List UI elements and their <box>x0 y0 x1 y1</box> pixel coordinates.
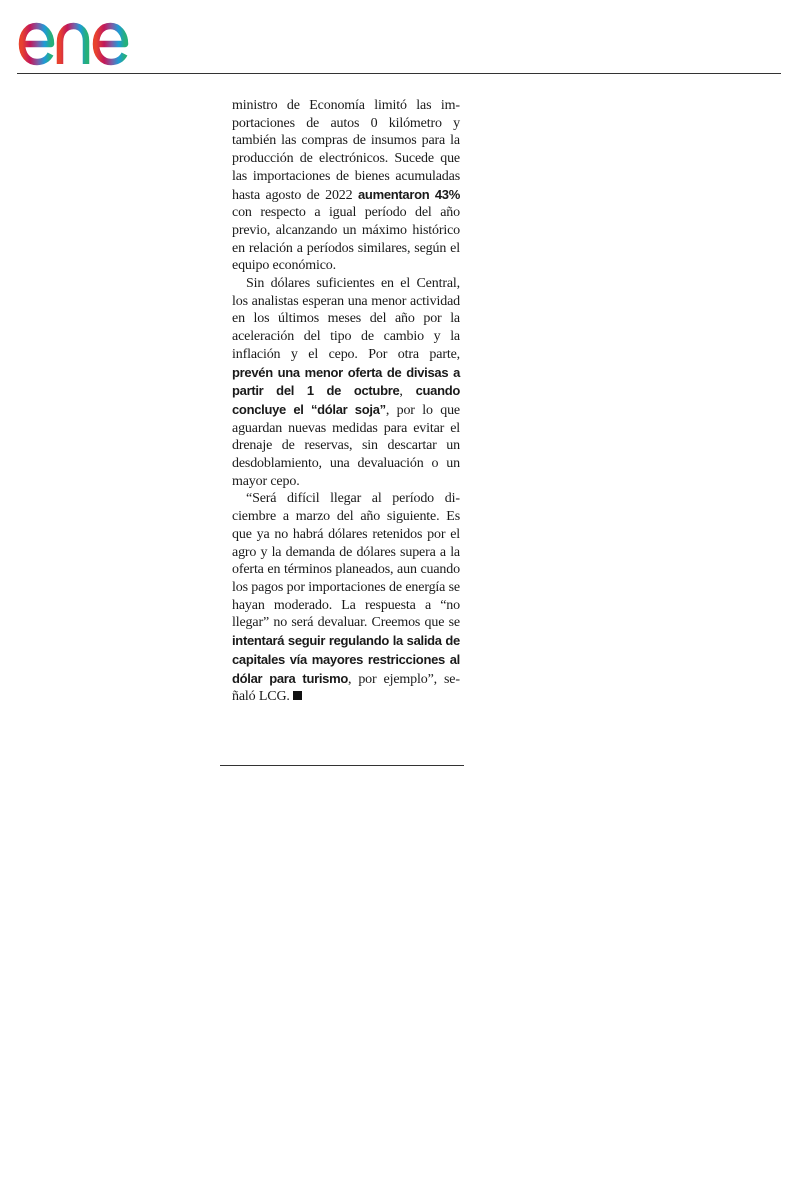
enel-logo <box>18 8 170 66</box>
emphasis-text: intentará seguir regulando la salida de capitales vía mayores restricciones al dólar para turismo <box>232 633 460 686</box>
article-end-divider <box>220 765 464 766</box>
emphasis-text: prevén una menor oferta de divisas a partir del 1 de octubre <box>232 364 460 399</box>
header-divider <box>17 73 781 74</box>
article-paragraph-1 <box>232 97 460 275</box>
article-column <box>232 97 460 706</box>
body-text: , por ejemplo”, señaló LCG. <box>232 671 460 705</box>
emphasis-text: cuando concluye el “dólar soja” <box>232 383 461 417</box>
body-text: con respecto a igual período del año previo, alcanzando un máximo histórico en relación a períodos similares, según el equipo económico. <box>232 205 460 274</box>
body-text: ministro de Economía limitó las importaciones de autos 0 kilómetro y también las compras de insumos para la producción de electrónicos. Sucede que las importaciones de bienes acumuladas hasta agosto de 2022 <box>232 98 460 203</box>
body-text: Sin dólares suficientes en el Central, los analistas esperan una menor actividad en los últimos meses del año por la aceleración del tipo de cambio y la inflación y el cepo. Por otra parte, <box>232 276 460 362</box>
article-paragraph-2 <box>232 275 460 490</box>
emphasis-text: aumentaron 43% <box>358 186 460 202</box>
end-of-article-mark <box>293 691 302 700</box>
body-text: , <box>399 384 416 400</box>
article-paragraph-3 <box>232 490 460 705</box>
body-text: “Será difícil llegar al período diciembre a marzo del año siguiente. Es que ya no habrá dólares retenidos por el agro y la demanda de dólares supera a la oferta en términos planeados, aun cuando los pagos por importaciones de energía se hayan moderado. La respuesta a “no llegar” no será devaluar. Creemos que se <box>232 491 460 631</box>
body-text: , por lo que aguardan nuevas medidas para evitar el drenaje de reservas, sin descartar un desdoblamiento, una devaluación o un mayor cepo. <box>232 402 460 489</box>
